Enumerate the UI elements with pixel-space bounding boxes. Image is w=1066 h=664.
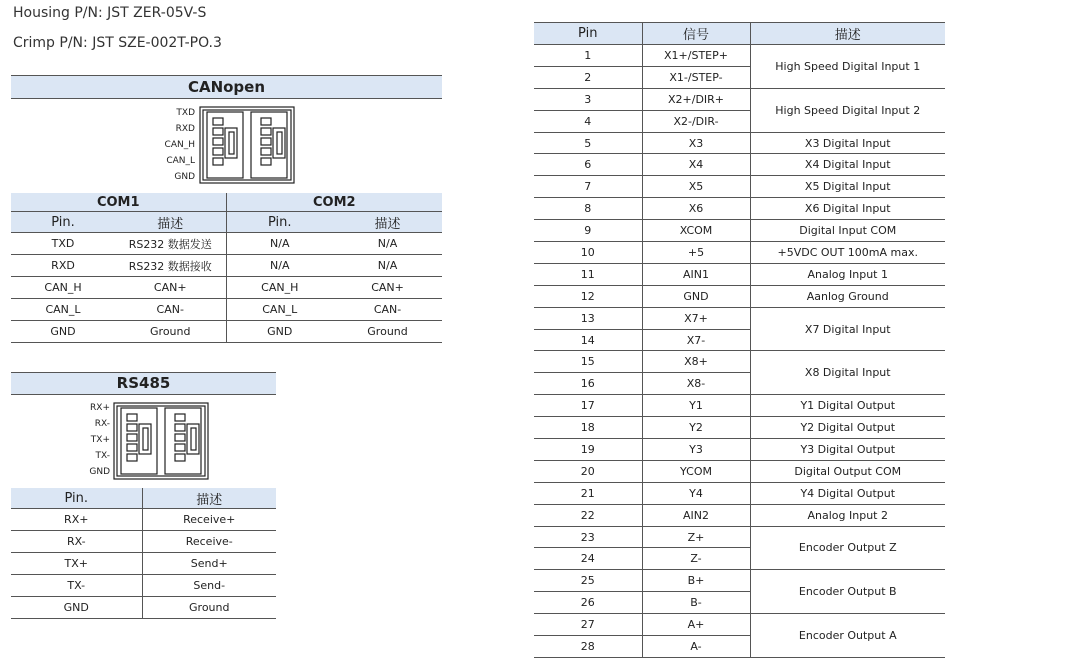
pin-number-cell: 1 xyxy=(534,45,642,67)
description-cell: Y4 Digital Output xyxy=(750,482,945,504)
signal-cell: GND xyxy=(642,285,750,307)
com2-pin-cell: N/A xyxy=(226,255,333,277)
rs485-desc-cell: Receive+ xyxy=(142,509,276,531)
signal-cell: X8- xyxy=(642,373,750,395)
pin-number-cell: 10 xyxy=(534,242,642,264)
description-cell: X3 Digital Input xyxy=(750,132,945,154)
table-row xyxy=(11,299,442,321)
description-cell: Digital Input COM xyxy=(750,220,945,242)
table-row xyxy=(11,509,276,531)
com2-desc-cell: CAN- xyxy=(333,299,442,321)
canopen-connector-icon xyxy=(199,106,295,184)
signal-cell: X5 xyxy=(642,176,750,198)
connector-pin-label: RX- xyxy=(94,419,110,429)
connector-pin-label: TX+ xyxy=(90,435,110,445)
description-cell: Encoder Output Z xyxy=(750,526,945,570)
description-cell: Y3 Digital Output xyxy=(750,439,945,461)
description-cell: X7 Digital Input xyxy=(750,307,945,351)
com1-pin-cell: GND xyxy=(11,321,115,343)
com2-pin-cell: N/A xyxy=(226,233,333,255)
table-row xyxy=(534,439,945,461)
table-row xyxy=(534,45,945,67)
table-row xyxy=(534,154,945,176)
pin-number-cell: 15 xyxy=(534,351,642,373)
description-cell: X6 Digital Input xyxy=(750,198,945,220)
table-row xyxy=(11,321,442,343)
table-row xyxy=(534,263,945,285)
pin-number-cell: 2 xyxy=(534,66,642,88)
housing-part-number: Housing P/N: JST ZER-05V-S xyxy=(13,5,207,21)
signal-cell: X1-/STEP- xyxy=(642,66,750,88)
com1-pin-cell: RXD xyxy=(11,255,115,277)
table-row xyxy=(534,526,945,548)
description-cell: Encoder Output A xyxy=(750,614,945,658)
rs485-pin-cell: TX- xyxy=(11,575,142,597)
description-cell: High Speed Digital Input 2 xyxy=(750,88,945,132)
rs485-pin-cell: GND xyxy=(11,597,142,619)
com1-desc-header: 描述 xyxy=(115,212,226,233)
signal-cell: A+ xyxy=(642,614,750,636)
com1-desc-cell: Ground xyxy=(115,321,226,343)
com1-pin-cell: CAN_H xyxy=(11,277,115,299)
com1-pin-cell: TXD xyxy=(11,233,115,255)
table-row xyxy=(11,575,276,597)
signal-cell: +5 xyxy=(642,242,750,264)
table-row xyxy=(534,395,945,417)
com2-pin-cell: CAN_L xyxy=(226,299,333,321)
table-row xyxy=(534,570,945,592)
rs485-desc-cell: Receive- xyxy=(142,531,276,553)
pin-number-cell: 14 xyxy=(534,329,642,351)
com1-desc-cell: CAN+ xyxy=(115,277,226,299)
description-cell: +5VDC OUT 100mA max. xyxy=(750,242,945,264)
com1-desc-cell: RS232 数据发送 xyxy=(115,233,226,255)
pin-number-cell: 3 xyxy=(534,88,642,110)
signal-cell: X7- xyxy=(642,329,750,351)
signal-cell: X7+ xyxy=(642,307,750,329)
pin-number-cell: 19 xyxy=(534,439,642,461)
com1-pin-header: Pin. xyxy=(11,212,115,233)
description-cell: Y1 Digital Output xyxy=(750,395,945,417)
table-row xyxy=(534,307,945,329)
canopen-title: CANopen xyxy=(11,75,442,99)
connector-pin-label: RX+ xyxy=(90,403,110,413)
io-pin-table xyxy=(534,22,945,658)
com2-pin-header: Pin. xyxy=(226,212,333,233)
table-row xyxy=(534,132,945,154)
com2-pin-cell: CAN_H xyxy=(226,277,333,299)
signal-cell: AIN1 xyxy=(642,263,750,285)
pin-number-cell: 23 xyxy=(534,526,642,548)
table-row xyxy=(534,88,945,110)
table-row xyxy=(534,198,945,220)
pin-number-cell: 8 xyxy=(534,198,642,220)
pin-number-cell: 9 xyxy=(534,220,642,242)
com2-pin-cell: GND xyxy=(226,321,333,343)
table-row xyxy=(11,553,276,575)
rs485-title: RS485 xyxy=(11,372,276,395)
pin-number-cell: 12 xyxy=(534,285,642,307)
connector-pin-label: TXD xyxy=(176,108,195,118)
pin-number-cell: 4 xyxy=(534,110,642,132)
connector-pin-label: CAN_L xyxy=(166,156,195,166)
table-row xyxy=(534,176,945,198)
description-cell: High Speed Digital Input 1 xyxy=(750,45,945,89)
signal-cell: A- xyxy=(642,636,750,658)
rs485-desc-header: 描述 xyxy=(142,488,276,509)
description-cell: X5 Digital Input xyxy=(750,176,945,198)
pin-number-cell: 16 xyxy=(534,373,642,395)
rs485-desc-cell: Ground xyxy=(142,597,276,619)
signal-cell: X2+/DIR+ xyxy=(642,88,750,110)
connector-pin-label: TX- xyxy=(95,451,110,461)
signal-cell: X8+ xyxy=(642,351,750,373)
table-row xyxy=(11,233,442,255)
signal-cell: Z- xyxy=(642,548,750,570)
rs485-desc-cell: Send+ xyxy=(142,553,276,575)
canopen-pin-table xyxy=(11,193,442,343)
pin-header: Pin xyxy=(534,23,642,45)
signal-cell: Y3 xyxy=(642,439,750,461)
signal-cell: Y1 xyxy=(642,395,750,417)
com1-desc-cell: CAN- xyxy=(115,299,226,321)
pin-number-cell: 24 xyxy=(534,548,642,570)
connector-pin-label: RXD xyxy=(175,124,195,134)
description-cell: Analog Input 2 xyxy=(750,504,945,526)
signal-cell: B- xyxy=(642,592,750,614)
signal-header: 信号 xyxy=(642,23,750,45)
com2-desc-cell: N/A xyxy=(333,255,442,277)
table-row xyxy=(534,417,945,439)
signal-cell: Y2 xyxy=(642,417,750,439)
pin-number-cell: 25 xyxy=(534,570,642,592)
table-row xyxy=(534,285,945,307)
table-row xyxy=(534,351,945,373)
pin-number-cell: 21 xyxy=(534,482,642,504)
com2-header: COM2 xyxy=(226,193,442,212)
table-row xyxy=(534,504,945,526)
rs485-desc-cell: Send- xyxy=(142,575,276,597)
table-row xyxy=(11,277,442,299)
description-cell: X8 Digital Input xyxy=(750,351,945,395)
description-cell: Digital Output COM xyxy=(750,460,945,482)
description-cell: Y2 Digital Output xyxy=(750,417,945,439)
rs485-pin-header: Pin. xyxy=(11,488,142,509)
signal-cell: X4 xyxy=(642,154,750,176)
description-cell: X4 Digital Input xyxy=(750,154,945,176)
rs485-pin-cell: RX- xyxy=(11,531,142,553)
signal-cell: X6 xyxy=(642,198,750,220)
table-row xyxy=(11,255,442,277)
description-cell: Aanlog Ground xyxy=(750,285,945,307)
com2-desc-header: 描述 xyxy=(333,212,442,233)
rs485-connector-icon xyxy=(113,402,209,480)
connector-pin-label: CAN_H xyxy=(164,140,195,150)
pin-number-cell: 18 xyxy=(534,417,642,439)
pin-number-cell: 27 xyxy=(534,614,642,636)
connector-pin-label: GND xyxy=(89,467,110,477)
description-cell: Analog Input 1 xyxy=(750,263,945,285)
signal-cell: XCOM xyxy=(642,220,750,242)
table-row xyxy=(534,614,945,636)
rs485-pin-cell: TX+ xyxy=(11,553,142,575)
table-row xyxy=(534,482,945,504)
rs485-pin-cell: RX+ xyxy=(11,509,142,531)
com2-desc-cell: CAN+ xyxy=(333,277,442,299)
pin-number-cell: 6 xyxy=(534,154,642,176)
table-row xyxy=(11,531,276,553)
signal-cell: YCOM xyxy=(642,460,750,482)
table-row xyxy=(534,242,945,264)
table-row xyxy=(534,220,945,242)
com2-desc-cell: N/A xyxy=(333,233,442,255)
pin-number-cell: 13 xyxy=(534,307,642,329)
pin-number-cell: 22 xyxy=(534,504,642,526)
pin-number-cell: 7 xyxy=(534,176,642,198)
com1-desc-cell: RS232 数据接收 xyxy=(115,255,226,277)
pin-number-cell: 17 xyxy=(534,395,642,417)
signal-cell: Y4 xyxy=(642,482,750,504)
signal-cell: AIN2 xyxy=(642,504,750,526)
com1-pin-cell: CAN_L xyxy=(11,299,115,321)
pin-number-cell: 28 xyxy=(534,636,642,658)
pin-number-cell: 11 xyxy=(534,263,642,285)
signal-cell: X3 xyxy=(642,132,750,154)
desc-header: 描述 xyxy=(750,23,945,45)
pin-number-cell: 5 xyxy=(534,132,642,154)
pin-number-cell: 26 xyxy=(534,592,642,614)
connector-pin-label: GND xyxy=(174,172,195,182)
crimp-part-number: Crimp P/N: JST SZE-002T-PO.3 xyxy=(13,35,222,51)
table-row xyxy=(534,460,945,482)
rs485-pin-table xyxy=(11,488,276,619)
table-row xyxy=(11,597,276,619)
signal-cell: Z+ xyxy=(642,526,750,548)
description-cell: Encoder Output B xyxy=(750,570,945,614)
signal-cell: B+ xyxy=(642,570,750,592)
com2-desc-cell: Ground xyxy=(333,321,442,343)
signal-cell: X1+/STEP+ xyxy=(642,45,750,67)
com1-header: COM1 xyxy=(11,193,226,212)
pin-number-cell: 20 xyxy=(534,460,642,482)
signal-cell: X2-/DIR- xyxy=(642,110,750,132)
